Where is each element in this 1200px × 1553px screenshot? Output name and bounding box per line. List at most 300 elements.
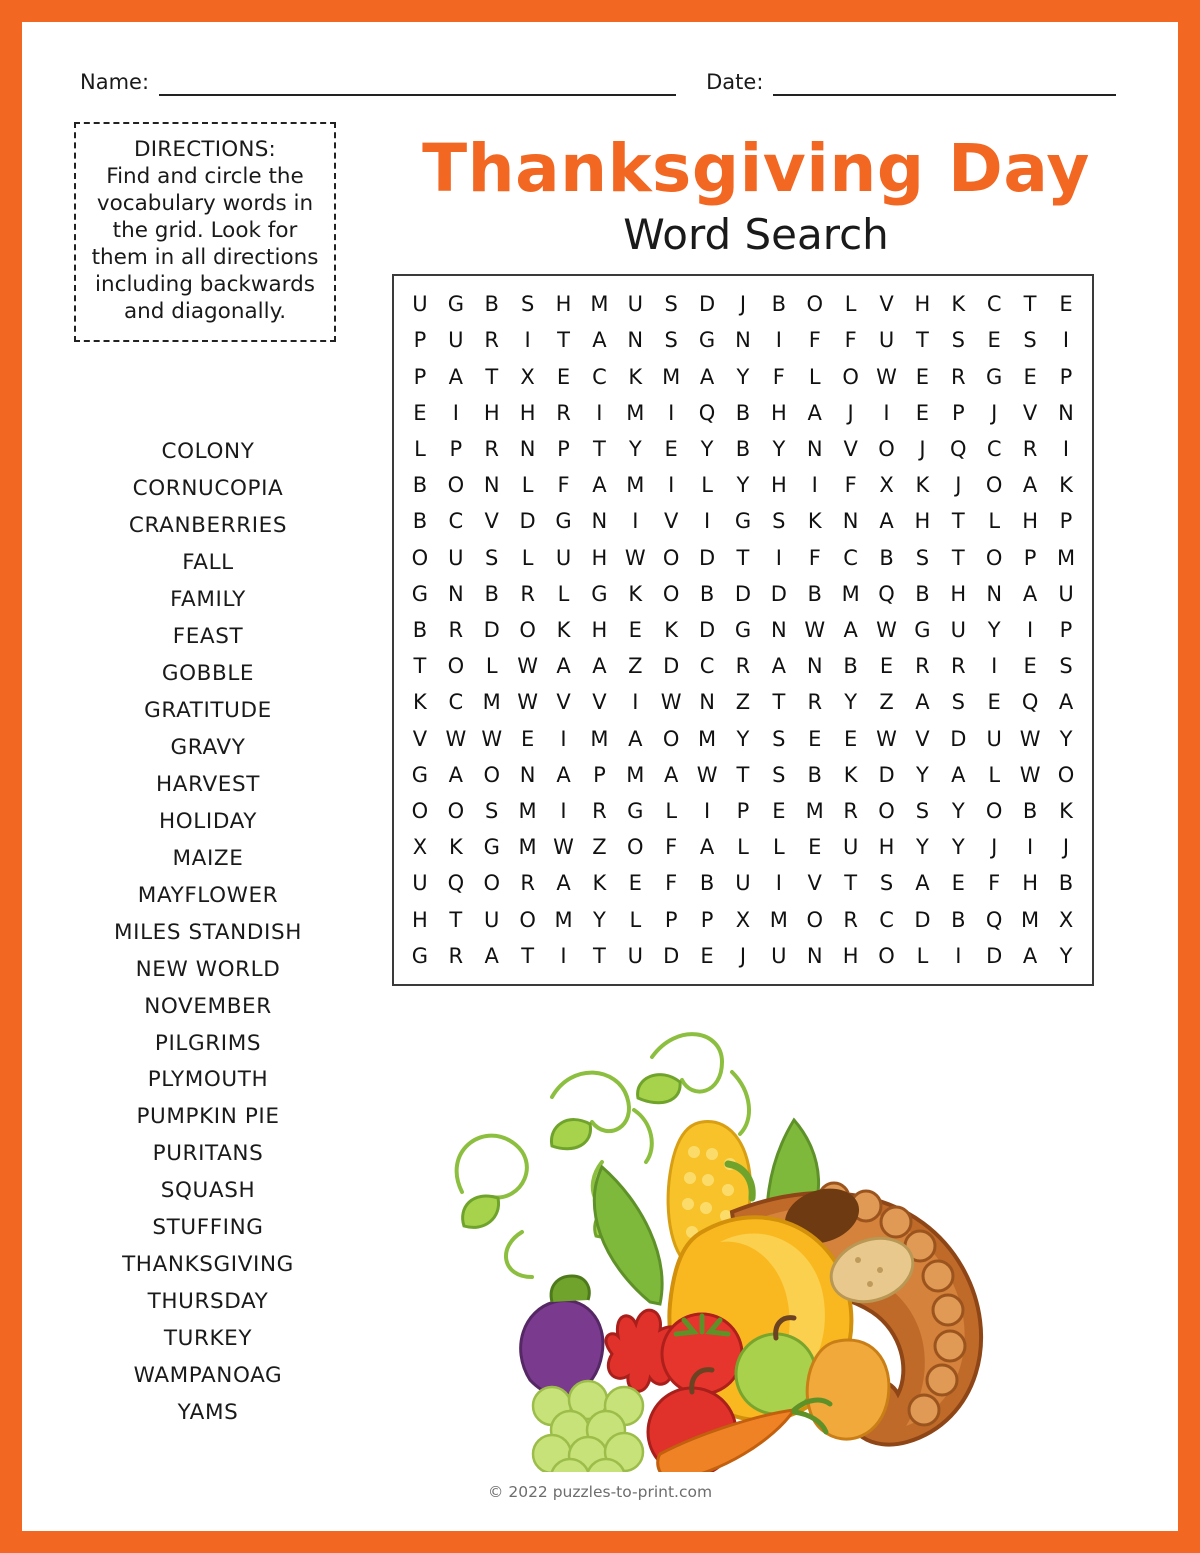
letter-cell[interactable]: D: [698, 292, 716, 317]
letter-cell[interactable]: C: [592, 364, 607, 389]
letter-cell[interactable]: R: [556, 400, 571, 425]
letter-cell[interactable]: R: [1022, 436, 1038, 461]
letter-cell[interactable]: O: [985, 545, 1003, 570]
letter-cell[interactable]: R: [520, 581, 535, 606]
letter-cell[interactable]: D: [483, 617, 500, 642]
letter-cell[interactable]: T: [736, 545, 750, 570]
letter-cell[interactable]: M: [590, 292, 609, 317]
letter-cell[interactable]: G: [914, 617, 931, 642]
letter-cell[interactable]: M: [554, 907, 573, 932]
letter-cell[interactable]: K: [843, 762, 858, 787]
letter-cell[interactable]: L: [521, 473, 534, 498]
letter-cell[interactable]: Z: [735, 690, 751, 715]
letter-cell[interactable]: A: [663, 762, 679, 787]
letter-cell[interactable]: M: [626, 473, 645, 498]
letter-cell[interactable]: B: [699, 871, 715, 896]
letter-cell[interactable]: D: [770, 581, 787, 606]
letter-cell[interactable]: B: [807, 581, 822, 606]
letter-cell[interactable]: P: [1059, 617, 1073, 642]
letter-cell[interactable]: Y: [736, 364, 750, 389]
letter-cell[interactable]: J: [1062, 835, 1070, 860]
letter-cell[interactable]: A: [1022, 581, 1038, 606]
letter-cell[interactable]: L: [844, 292, 857, 317]
letter-cell[interactable]: E: [772, 798, 786, 823]
letter-cell[interactable]: W: [660, 690, 682, 715]
letter-cell[interactable]: U: [950, 617, 966, 642]
letter-cell[interactable]: A: [448, 762, 464, 787]
letter-cell[interactable]: O: [662, 726, 680, 751]
letter-cell[interactable]: P: [736, 798, 750, 823]
letter-cell[interactable]: S: [951, 328, 965, 353]
letter-cell[interactable]: N: [806, 654, 823, 679]
letter-cell[interactable]: Q: [698, 400, 716, 425]
letter-cell[interactable]: S: [772, 726, 786, 751]
letter-cell[interactable]: N: [735, 328, 751, 353]
letter-cell[interactable]: L: [988, 762, 1001, 787]
letter-cell[interactable]: M: [518, 835, 537, 860]
letter-cell[interactable]: L: [916, 943, 929, 968]
letter-cell[interactable]: B: [412, 617, 428, 642]
letter-cell[interactable]: M: [662, 364, 681, 389]
letter-cell[interactable]: W: [1019, 726, 1041, 751]
letter-cell[interactable]: C: [843, 545, 858, 570]
letter-cell[interactable]: I: [775, 545, 782, 570]
letter-cell[interactable]: I: [632, 690, 639, 715]
letter-cell[interactable]: T: [736, 762, 750, 787]
letter-cell[interactable]: E: [915, 400, 930, 425]
word-search-grid[interactable]: [392, 274, 1094, 986]
letter-cell[interactable]: G: [627, 798, 644, 823]
letter-cell[interactable]: L: [414, 436, 426, 461]
letter-cell[interactable]: L: [629, 907, 642, 932]
letter-cell[interactable]: N: [627, 328, 644, 353]
letter-cell[interactable]: P: [1059, 509, 1073, 534]
letter-cell[interactable]: G: [411, 943, 429, 968]
letter-cell[interactable]: F: [844, 328, 857, 353]
letter-cell[interactable]: W: [696, 762, 718, 787]
letter-cell[interactable]: H: [842, 943, 859, 968]
letter-cell[interactable]: P: [700, 907, 714, 932]
letter-cell[interactable]: O: [878, 436, 895, 461]
letter-cell[interactable]: O: [519, 907, 536, 932]
letter-cell[interactable]: R: [915, 654, 930, 679]
letter-cell[interactable]: H: [770, 400, 787, 425]
letter-cell[interactable]: Y: [987, 617, 1001, 642]
letter-cell[interactable]: C: [448, 690, 464, 715]
letter-cell[interactable]: X: [1058, 907, 1074, 932]
letter-cell[interactable]: V: [556, 690, 571, 715]
letter-cell[interactable]: G: [483, 835, 500, 860]
letter-cell[interactable]: L: [557, 581, 570, 606]
letter-cell[interactable]: M: [1056, 545, 1076, 570]
letter-cell[interactable]: I: [668, 400, 675, 425]
letter-cell[interactable]: H: [878, 835, 895, 860]
letter-cell[interactable]: P: [664, 907, 678, 932]
letter-cell[interactable]: B: [879, 545, 894, 570]
letter-cell[interactable]: Z: [879, 690, 894, 715]
letter-cell[interactable]: S: [951, 690, 965, 715]
letter-cell[interactable]: G: [734, 617, 752, 642]
letter-cell[interactable]: S: [915, 545, 930, 570]
letter-cell[interactable]: Y: [951, 798, 965, 823]
letter-cell[interactable]: B: [484, 292, 499, 317]
letter-cell[interactable]: R: [484, 436, 500, 461]
letter-cell[interactable]: L: [521, 545, 534, 570]
letter-cell[interactable]: C: [986, 292, 1002, 317]
letter-cell[interactable]: U: [448, 545, 464, 570]
letter-cell[interactable]: J: [955, 473, 962, 498]
letter-cell[interactable]: I: [775, 328, 782, 353]
letter-cell[interactable]: S: [915, 798, 930, 823]
letter-cell[interactable]: I: [560, 798, 567, 823]
letter-cell[interactable]: G: [986, 364, 1003, 389]
letter-cell[interactable]: S: [772, 762, 786, 787]
letter-cell[interactable]: Y: [916, 835, 929, 860]
letter-cell[interactable]: W: [517, 654, 538, 679]
letter-cell[interactable]: R: [484, 328, 500, 353]
letter-cell[interactable]: M: [805, 798, 824, 823]
letter-cell[interactable]: R: [951, 654, 966, 679]
letter-cell[interactable]: P: [593, 762, 606, 787]
letter-cell[interactable]: I: [991, 654, 998, 679]
letter-cell[interactable]: D: [698, 545, 716, 570]
letter-cell[interactable]: B: [771, 292, 787, 317]
letter-cell[interactable]: T: [592, 436, 606, 461]
letter-cell[interactable]: G: [698, 328, 716, 353]
letter-cell[interactable]: Y: [844, 690, 858, 715]
letter-cell[interactable]: L: [665, 798, 678, 823]
letter-cell[interactable]: H: [412, 907, 428, 932]
letter-cell[interactable]: Y: [916, 762, 929, 787]
letter-cell[interactable]: N: [591, 509, 608, 534]
letter-cell[interactable]: L: [773, 835, 785, 860]
letter-cell[interactable]: H: [519, 400, 536, 425]
letter-cell[interactable]: A: [484, 943, 499, 968]
letter-cell[interactable]: M: [769, 907, 788, 932]
letter-cell[interactable]: K: [448, 835, 463, 860]
letter-cell[interactable]: R: [735, 654, 751, 679]
letter-cell[interactable]: A: [556, 871, 571, 896]
letter-cell[interactable]: A: [592, 654, 607, 679]
letter-cell[interactable]: L: [485, 654, 498, 679]
letter-cell[interactable]: E: [915, 364, 930, 389]
letter-cell[interactable]: W: [481, 726, 503, 751]
letter-cell[interactable]: U: [412, 871, 428, 896]
letter-cell[interactable]: S: [485, 545, 499, 570]
letter-cell[interactable]: K: [628, 364, 643, 389]
letter-cell[interactable]: V: [484, 509, 499, 534]
letter-cell[interactable]: H: [483, 400, 500, 425]
letter-cell[interactable]: E: [556, 364, 571, 389]
letter-cell[interactable]: Y: [1059, 943, 1073, 968]
letter-cell[interactable]: Y: [628, 436, 642, 461]
letter-cell[interactable]: B: [1058, 871, 1074, 896]
letter-cell[interactable]: R: [843, 907, 858, 932]
letter-cell[interactable]: Z: [628, 654, 643, 679]
letter-cell[interactable]: R: [843, 798, 858, 823]
letter-cell[interactable]: H: [555, 292, 572, 317]
letter-cell[interactable]: F: [808, 328, 821, 353]
letter-cell[interactable]: L: [701, 473, 713, 498]
letter-cell[interactable]: N: [519, 436, 536, 461]
letter-cell[interactable]: B: [484, 581, 499, 606]
letter-cell[interactable]: O: [483, 871, 500, 896]
letter-cell[interactable]: E: [628, 871, 642, 896]
letter-cell[interactable]: U: [627, 943, 643, 968]
letter-cell[interactable]: D: [519, 509, 536, 534]
letter-cell[interactable]: I: [596, 400, 603, 425]
letter-cell[interactable]: Y: [951, 835, 965, 860]
letter-cell[interactable]: O: [447, 473, 465, 498]
letter-cell[interactable]: O: [842, 364, 859, 389]
letter-cell[interactable]: N: [986, 581, 1003, 606]
letter-cell[interactable]: E: [1059, 292, 1073, 317]
letter-cell[interactable]: R: [951, 364, 966, 389]
letter-cell[interactable]: O: [662, 581, 680, 606]
letter-cell[interactable]: V: [663, 509, 679, 534]
letter-cell[interactable]: N: [447, 581, 464, 606]
letter-cell[interactable]: T: [844, 871, 858, 896]
letter-cell[interactable]: S: [664, 292, 678, 317]
letter-cell[interactable]: H: [950, 581, 967, 606]
letter-cell[interactable]: A: [592, 328, 607, 353]
letter-cell[interactable]: A: [771, 654, 787, 679]
letter-cell[interactable]: O: [662, 545, 680, 570]
letter-cell[interactable]: O: [985, 473, 1003, 498]
letter-cell[interactable]: A: [448, 364, 464, 389]
letter-cell[interactable]: D: [734, 581, 752, 606]
letter-cell[interactable]: V: [915, 726, 930, 751]
letter-cell[interactable]: T: [413, 654, 427, 679]
name-input[interactable]: [159, 74, 676, 96]
letter-cell[interactable]: I: [452, 400, 459, 425]
letter-cell[interactable]: M: [626, 762, 645, 787]
letter-cell[interactable]: A: [951, 762, 966, 787]
letter-cell[interactable]: I: [883, 400, 890, 425]
letter-cell[interactable]: E: [520, 726, 535, 751]
letter-cell[interactable]: E: [1023, 364, 1037, 389]
letter-cell[interactable]: K: [807, 509, 822, 534]
letter-cell[interactable]: E: [951, 871, 965, 896]
letter-cell[interactable]: G: [591, 581, 608, 606]
letter-cell[interactable]: I: [560, 943, 567, 968]
letter-cell[interactable]: O: [627, 835, 644, 860]
letter-cell[interactable]: E: [700, 943, 714, 968]
letter-cell[interactable]: M: [518, 798, 537, 823]
letter-cell[interactable]: D: [878, 762, 895, 787]
letter-cell[interactable]: G: [411, 762, 429, 787]
letter-cell[interactable]: W: [804, 617, 826, 642]
letter-cell[interactable]: M: [841, 581, 860, 606]
letter-cell[interactable]: A: [1058, 690, 1074, 715]
letter-cell[interactable]: E: [843, 726, 858, 751]
letter-cell[interactable]: Q: [878, 581, 895, 606]
letter-cell[interactable]: V: [412, 726, 428, 751]
letter-cell[interactable]: H: [914, 292, 931, 317]
letter-cell[interactable]: X: [879, 473, 894, 498]
letter-cell[interactable]: W: [1019, 762, 1041, 787]
letter-cell[interactable]: P: [413, 328, 427, 353]
letter-cell[interactable]: D: [663, 943, 680, 968]
letter-cell[interactable]: N: [699, 690, 715, 715]
letter-cell[interactable]: R: [807, 690, 823, 715]
letter-cell[interactable]: F: [844, 473, 857, 498]
letter-cell[interactable]: E: [413, 400, 427, 425]
letter-cell[interactable]: P: [557, 436, 570, 461]
letter-cell[interactable]: K: [413, 690, 427, 715]
letter-cell[interactable]: Y: [1059, 726, 1073, 751]
letter-cell[interactable]: F: [665, 871, 678, 896]
letter-cell[interactable]: I: [955, 943, 962, 968]
letter-cell[interactable]: A: [879, 509, 894, 534]
letter-cell[interactable]: A: [699, 835, 715, 860]
letter-cell[interactable]: W: [624, 545, 646, 570]
letter-cell[interactable]: O: [806, 907, 823, 932]
letter-cell[interactable]: U: [986, 726, 1002, 751]
letter-cell[interactable]: Y: [700, 436, 714, 461]
letter-cell[interactable]: O: [411, 545, 429, 570]
letter-cell[interactable]: L: [737, 835, 749, 860]
letter-cell[interactable]: T: [916, 328, 929, 353]
letter-cell[interactable]: V: [843, 436, 858, 461]
letter-cell[interactable]: S: [879, 871, 894, 896]
letter-cell[interactable]: U: [878, 328, 895, 353]
letter-cell[interactable]: Q: [447, 871, 465, 896]
letter-cell[interactable]: C: [448, 509, 464, 534]
letter-cell[interactable]: Y: [592, 907, 606, 932]
letter-cell[interactable]: B: [412, 473, 428, 498]
letter-cell[interactable]: M: [626, 400, 645, 425]
letter-cell[interactable]: P: [413, 364, 427, 389]
letter-cell[interactable]: M: [698, 726, 717, 751]
letter-cell[interactable]: A: [556, 654, 571, 679]
letter-cell[interactable]: U: [448, 328, 464, 353]
letter-cell[interactable]: K: [556, 617, 571, 642]
letter-cell[interactable]: I: [703, 798, 711, 823]
letter-cell[interactable]: K: [1059, 473, 1073, 498]
letter-cell[interactable]: A: [807, 400, 822, 425]
letter-cell[interactable]: I: [703, 509, 711, 534]
letter-cell[interactable]: N: [483, 473, 500, 498]
letter-cell[interactable]: S: [1023, 328, 1037, 353]
letter-cell[interactable]: J: [739, 292, 747, 317]
letter-cell[interactable]: R: [592, 798, 607, 823]
letter-cell[interactable]: H: [914, 509, 931, 534]
letter-cell[interactable]: R: [520, 871, 535, 896]
letter-cell[interactable]: G: [411, 581, 429, 606]
letter-cell[interactable]: E: [808, 835, 822, 860]
letter-cell[interactable]: H: [1022, 509, 1038, 534]
letter-cell[interactable]: R: [448, 943, 464, 968]
letter-cell[interactable]: A: [843, 617, 858, 642]
letter-cell[interactable]: U: [484, 907, 500, 932]
letter-cell[interactable]: I: [632, 509, 639, 534]
letter-cell[interactable]: P: [1059, 364, 1073, 389]
letter-cell[interactable]: D: [914, 907, 931, 932]
letter-cell[interactable]: G: [447, 292, 464, 317]
letter-cell[interactable]: P: [1023, 545, 1037, 570]
letter-cell[interactable]: I: [811, 473, 818, 498]
letter-cell[interactable]: I: [668, 473, 675, 498]
letter-cell[interactable]: F: [665, 835, 678, 860]
letter-cell[interactable]: I: [1026, 617, 1034, 642]
letter-cell[interactable]: W: [517, 690, 538, 715]
letter-cell[interactable]: V: [1022, 400, 1038, 425]
letter-cell[interactable]: V: [592, 690, 607, 715]
letter-cell[interactable]: K: [592, 871, 607, 896]
letter-cell[interactable]: J: [919, 436, 926, 461]
letter-cell[interactable]: T: [485, 364, 499, 389]
letter-cell[interactable]: Y: [772, 436, 786, 461]
letter-cell[interactable]: H: [770, 473, 787, 498]
letter-cell[interactable]: K: [951, 292, 966, 317]
letter-cell[interactable]: S: [664, 328, 678, 353]
letter-cell[interactable]: I: [775, 871, 782, 896]
letter-cell[interactable]: K: [1059, 798, 1073, 823]
letter-cell[interactable]: W: [553, 835, 574, 860]
letter-cell[interactable]: C: [699, 654, 715, 679]
letter-cell[interactable]: I: [1026, 835, 1034, 860]
letter-cell[interactable]: F: [988, 871, 1001, 896]
letter-cell[interactable]: B: [807, 762, 822, 787]
letter-cell[interactable]: Z: [592, 835, 607, 860]
letter-cell[interactable]: S: [772, 509, 786, 534]
letter-cell[interactable]: F: [557, 473, 570, 498]
letter-cell[interactable]: T: [951, 509, 965, 534]
letter-cell[interactable]: T: [449, 907, 463, 932]
letter-cell[interactable]: X: [735, 907, 751, 932]
letter-cell[interactable]: D: [663, 654, 680, 679]
letter-cell[interactable]: P: [449, 436, 463, 461]
letter-cell[interactable]: E: [664, 436, 678, 461]
letter-cell[interactable]: M: [482, 690, 501, 715]
letter-cell[interactable]: Y: [736, 473, 750, 498]
letter-cell[interactable]: W: [876, 617, 897, 642]
letter-cell[interactable]: C: [879, 907, 894, 932]
letter-cell[interactable]: O: [806, 292, 823, 317]
letter-cell[interactable]: U: [735, 871, 751, 896]
letter-cell[interactable]: U: [842, 835, 859, 860]
letter-cell[interactable]: O: [483, 762, 500, 787]
letter-cell[interactable]: D: [698, 617, 716, 642]
letter-cell[interactable]: B: [412, 509, 428, 534]
letter-cell[interactable]: L: [988, 509, 1001, 534]
letter-cell[interactable]: M: [1021, 907, 1040, 932]
letter-cell[interactable]: A: [915, 690, 930, 715]
letter-cell[interactable]: X: [412, 835, 428, 860]
letter-cell[interactable]: E: [628, 617, 642, 642]
letter-cell[interactable]: J: [847, 400, 854, 425]
letter-cell[interactable]: J: [991, 835, 998, 860]
letter-cell[interactable]: B: [735, 436, 751, 461]
letter-cell[interactable]: Q: [1021, 690, 1039, 715]
letter-cell[interactable]: K: [664, 617, 679, 642]
letter-cell[interactable]: A: [556, 762, 571, 787]
letter-cell[interactable]: F: [772, 364, 785, 389]
letter-cell[interactable]: A: [628, 726, 643, 751]
letter-cell[interactable]: N: [1058, 400, 1074, 425]
letter-cell[interactable]: F: [808, 545, 821, 570]
letter-cell[interactable]: T: [1023, 292, 1037, 317]
letter-cell[interactable]: T: [951, 545, 965, 570]
letter-cell[interactable]: B: [843, 654, 858, 679]
letter-cell[interactable]: C: [986, 436, 1002, 461]
letter-cell[interactable]: O: [447, 798, 465, 823]
letter-cell[interactable]: T: [557, 328, 570, 353]
letter-cell[interactable]: W: [876, 364, 897, 389]
letter-cell[interactable]: O: [878, 943, 895, 968]
letter-cell[interactable]: V: [879, 292, 894, 317]
